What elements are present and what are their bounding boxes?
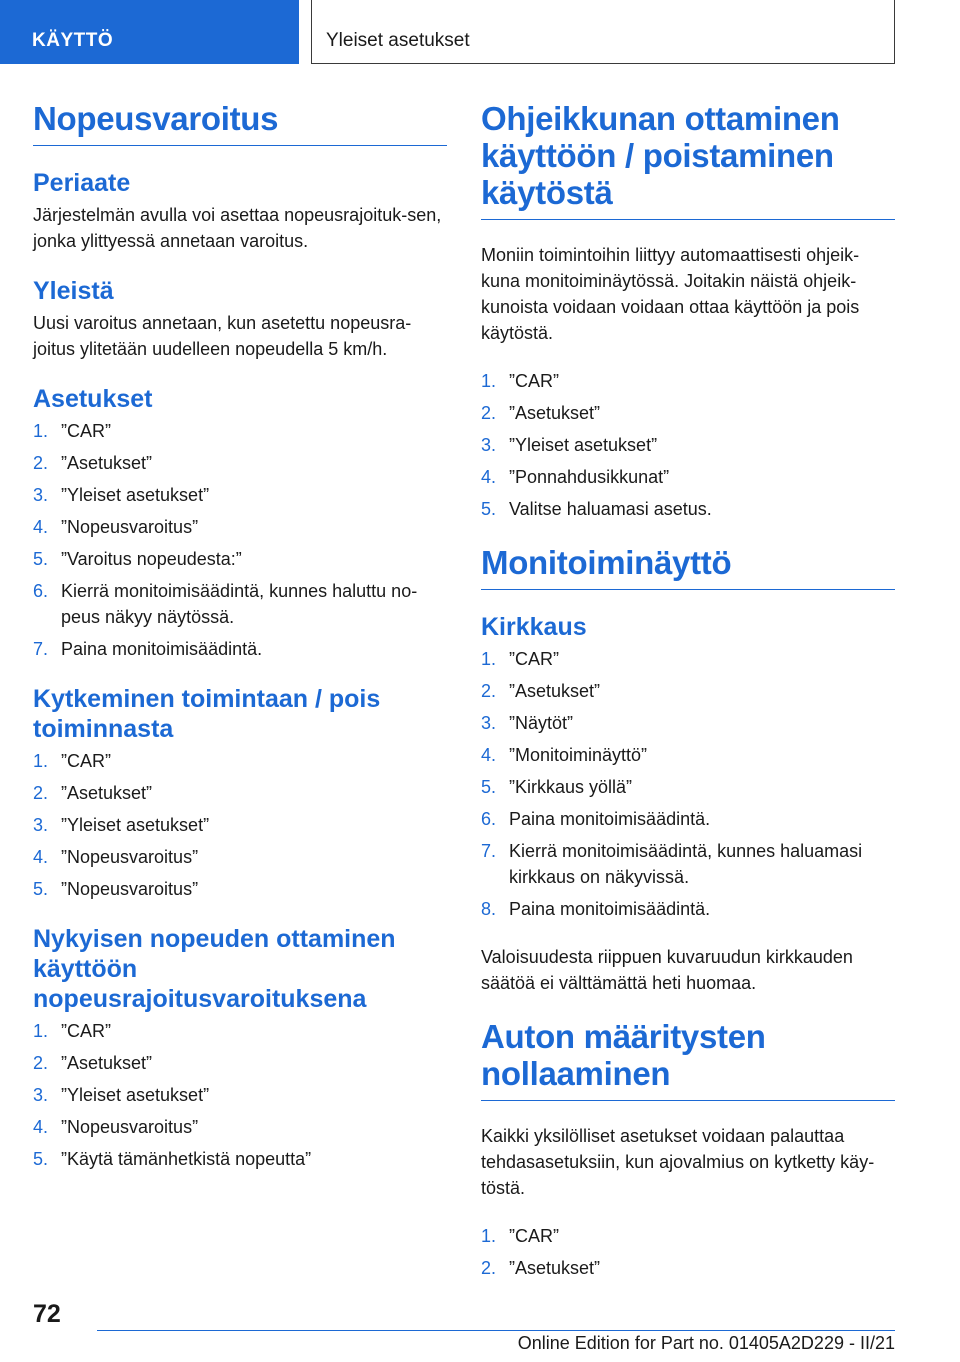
page-header: [0, 0, 960, 66]
list-item: [33, 876, 447, 902]
list-item: [481, 774, 895, 800]
list-item-text: ”Näytöt”: [509, 713, 574, 733]
paragraph-periaate: Järjestelmän avulla voi asettaa nopeusrajoituk-sen, jonka ylittyessä annetaan varoitus.: [33, 205, 442, 251]
subheading-periaate: Periaate: [33, 169, 131, 197]
list-item-number: 1.: [33, 1021, 49, 1041]
list-item-number: 7.: [481, 841, 497, 861]
list-item-number: 6.: [481, 809, 497, 829]
list-item: [33, 1018, 447, 1044]
list-item-text: ”Kirkkaus yöllä”: [509, 777, 633, 797]
list-item-number: 3.: [33, 1085, 49, 1105]
paragraph-yleista: Uusi varoitus annetaan, kun asetettu nopeusra-joitus ylitetään uudelleen nopeudella 5 km/h.: [33, 313, 412, 359]
list-item-text: ”Asetukset”: [61, 783, 153, 803]
list-kytkeminen: [33, 748, 447, 902]
paragraph-nollaaminen: Kaikki yksilölliset asetukset voidaan palauttaa tehdasasetuksiin, kun ajovalmius on kytketty käy-töstä.: [481, 1126, 875, 1198]
list-item: [481, 1223, 895, 1249]
list-item-text: ”Nopeusvaroitus”: [61, 517, 199, 537]
chapter-title: Yleiset asetukset: [311, 0, 895, 64]
list-item: [481, 464, 895, 490]
list-item-text: ”Yleiset asetukset”: [61, 1085, 210, 1105]
list-item-text: ”Yleiset asetukset”: [509, 435, 658, 455]
list-item: [33, 636, 447, 662]
list-item: [481, 646, 895, 672]
list-nollaaminen: [481, 1223, 895, 1281]
list-item: [481, 806, 895, 832]
list-item-text: ”CAR”: [509, 1226, 559, 1246]
list-item-number: 5.: [481, 777, 497, 797]
list-item-number: 2.: [481, 1258, 497, 1278]
list-item-text: ”CAR”: [509, 649, 559, 669]
list-item-number: 1.: [481, 371, 497, 391]
list-ohjeikkuna: [481, 368, 895, 522]
list-item-number: 3.: [33, 815, 49, 835]
list-asetukset: [33, 418, 447, 662]
list-item-text: ”CAR”: [61, 751, 111, 771]
list-item: [33, 1082, 447, 1108]
list-item: [33, 482, 447, 508]
left-column: [33, 100, 447, 1194]
list-item-number: 3.: [481, 713, 497, 733]
heading-ohjeikkuna: Ohjeikkunan ottaminen käyttöön / poistaminen käytöstä: [481, 100, 895, 220]
list-item-number: 2.: [33, 1053, 49, 1073]
list-item: [481, 496, 895, 522]
list-item: [33, 844, 447, 870]
list-item-number: 3.: [481, 435, 497, 455]
list-item-number: 2.: [33, 783, 49, 803]
subheading-kirkkaus: Kirkkaus: [481, 613, 587, 641]
list-item-number: 1.: [33, 421, 49, 441]
list-item: [481, 368, 895, 394]
list-item-text: ”Nopeusvaroitus”: [61, 847, 199, 867]
list-item: [33, 450, 447, 476]
list-item-text: ”Asetukset”: [509, 403, 601, 423]
footer-edition: Online Edition for Part no. 01405A2D229 - II/21: [517, 1333, 895, 1353]
list-item-text: ”Nopeusvaroitus”: [61, 1117, 199, 1137]
list-item-text: Kierrä monitoimisäädintä, kunnes haluttu no-peus näkyy näytössä.: [61, 581, 418, 627]
list-item-number: 5.: [481, 499, 497, 519]
list-item-text: Paina monitoimisäädintä.: [509, 899, 711, 919]
section-tab: KÄYTTÖ: [0, 0, 299, 64]
heading-nopeusvaroitus: Nopeusvaroitus: [33, 100, 447, 146]
list-item: [481, 742, 895, 768]
list-item-text: ”Asetukset”: [509, 1258, 601, 1278]
list-item-text: ”Asetukset”: [509, 681, 601, 701]
list-item-text: ”Monitoiminäyttö”: [509, 745, 648, 765]
list-item-number: 5.: [33, 1149, 49, 1169]
footer-divider: [97, 1330, 895, 1331]
list-item: [33, 578, 447, 630]
list-item: [33, 1050, 447, 1076]
list-item-number: 4.: [33, 847, 49, 867]
list-item-text: ”Yleiset asetukset”: [61, 815, 210, 835]
list-item-text: Paina monitoimisäädintä.: [509, 809, 711, 829]
list-item-number: 5.: [33, 879, 49, 899]
list-item: [481, 432, 895, 458]
list-item-text: ”Asetukset”: [61, 453, 153, 473]
list-item-text: Valitse haluamasi asetus.: [509, 499, 712, 519]
paragraph-ohjeikkuna: Moniin toimintoihin liittyy automaattisesti ohjeik-kuna monitoiminäytössä. Joitakin näistä ohjeik-kunoista voidaan voidaan ottaa käyttöön ja pois käytöstä.: [481, 245, 860, 343]
list-item-text: ”Varoitus nopeudesta:”: [61, 549, 242, 569]
subheading-nykyisen-nopeuden: Nykyisen nopeuden ottaminen käyttöön nopeusrajoitusvaroituksena: [33, 925, 396, 1013]
subheading-yleista: Yleistä: [33, 277, 114, 305]
list-item: [33, 812, 447, 838]
list-item: [481, 400, 895, 426]
list-item-number: 8.: [481, 899, 497, 919]
heading-monitoiminaytto: Monitoiminäyttö: [481, 544, 895, 590]
list-item-text: Paina monitoimisäädintä.: [61, 639, 263, 659]
list-item-number: 4.: [33, 517, 49, 537]
list-kirkkaus: [481, 646, 895, 922]
heading-nollaaminen: Auton määritysten nollaaminen: [481, 1018, 895, 1101]
list-item-number: 3.: [33, 485, 49, 505]
list-item-number: 4.: [481, 745, 497, 765]
list-item-number: 6.: [33, 581, 49, 601]
list-item-text: ”Asetukset”: [61, 1053, 153, 1073]
list-item-number: 7.: [33, 639, 49, 659]
list-item-text: ”Ponnahdusikkunat”: [509, 467, 670, 487]
list-nykyisen-nopeuden: [33, 1018, 447, 1172]
list-item-text: ”CAR”: [509, 371, 559, 391]
list-item-text: ”Yleiset asetukset”: [61, 485, 210, 505]
list-item: [33, 1114, 447, 1140]
list-item: [33, 1146, 447, 1172]
list-item: [481, 896, 895, 922]
list-item: [33, 418, 447, 444]
list-item-number: 2.: [33, 453, 49, 473]
list-item: [33, 546, 447, 572]
page-number: 72: [33, 1300, 61, 1328]
list-item-number: 1.: [481, 649, 497, 669]
list-item-number: 2.: [481, 681, 497, 701]
list-item-number: 4.: [481, 467, 497, 487]
list-item-number: 1.: [481, 1226, 497, 1246]
list-item: [33, 748, 447, 774]
list-item-text: Kierrä monitoimisäädintä, kunnes haluamasi kirkkaus on näkyvissä.: [509, 841, 863, 887]
list-item: [481, 1255, 895, 1281]
subheading-kytkeminen: Kytkeminen toimintaan / pois toiminnasta: [33, 685, 381, 743]
list-item-text: ”Käytä tämänhetkistä nopeutta”: [61, 1149, 312, 1169]
list-item-number: 2.: [481, 403, 497, 423]
right-column: [481, 100, 895, 1303]
list-item-number: 1.: [33, 751, 49, 771]
list-item-number: 4.: [33, 1117, 49, 1137]
paragraph-kirkkaus-note: Valoisuudesta riippuen kuvaruudun kirkkauden säätöä ei välttämättä heti huomaa.: [481, 947, 853, 993]
list-item-text: ”Nopeusvaroitus”: [61, 879, 199, 899]
list-item: [481, 838, 895, 890]
subheading-asetukset: Asetukset: [33, 385, 153, 413]
list-item: [33, 514, 447, 540]
list-item-number: 5.: [33, 549, 49, 569]
list-item-text: ”CAR”: [61, 1021, 111, 1041]
list-item: [33, 780, 447, 806]
list-item: [481, 678, 895, 704]
list-item-text: ”CAR”: [61, 421, 111, 441]
list-item: [481, 710, 895, 736]
